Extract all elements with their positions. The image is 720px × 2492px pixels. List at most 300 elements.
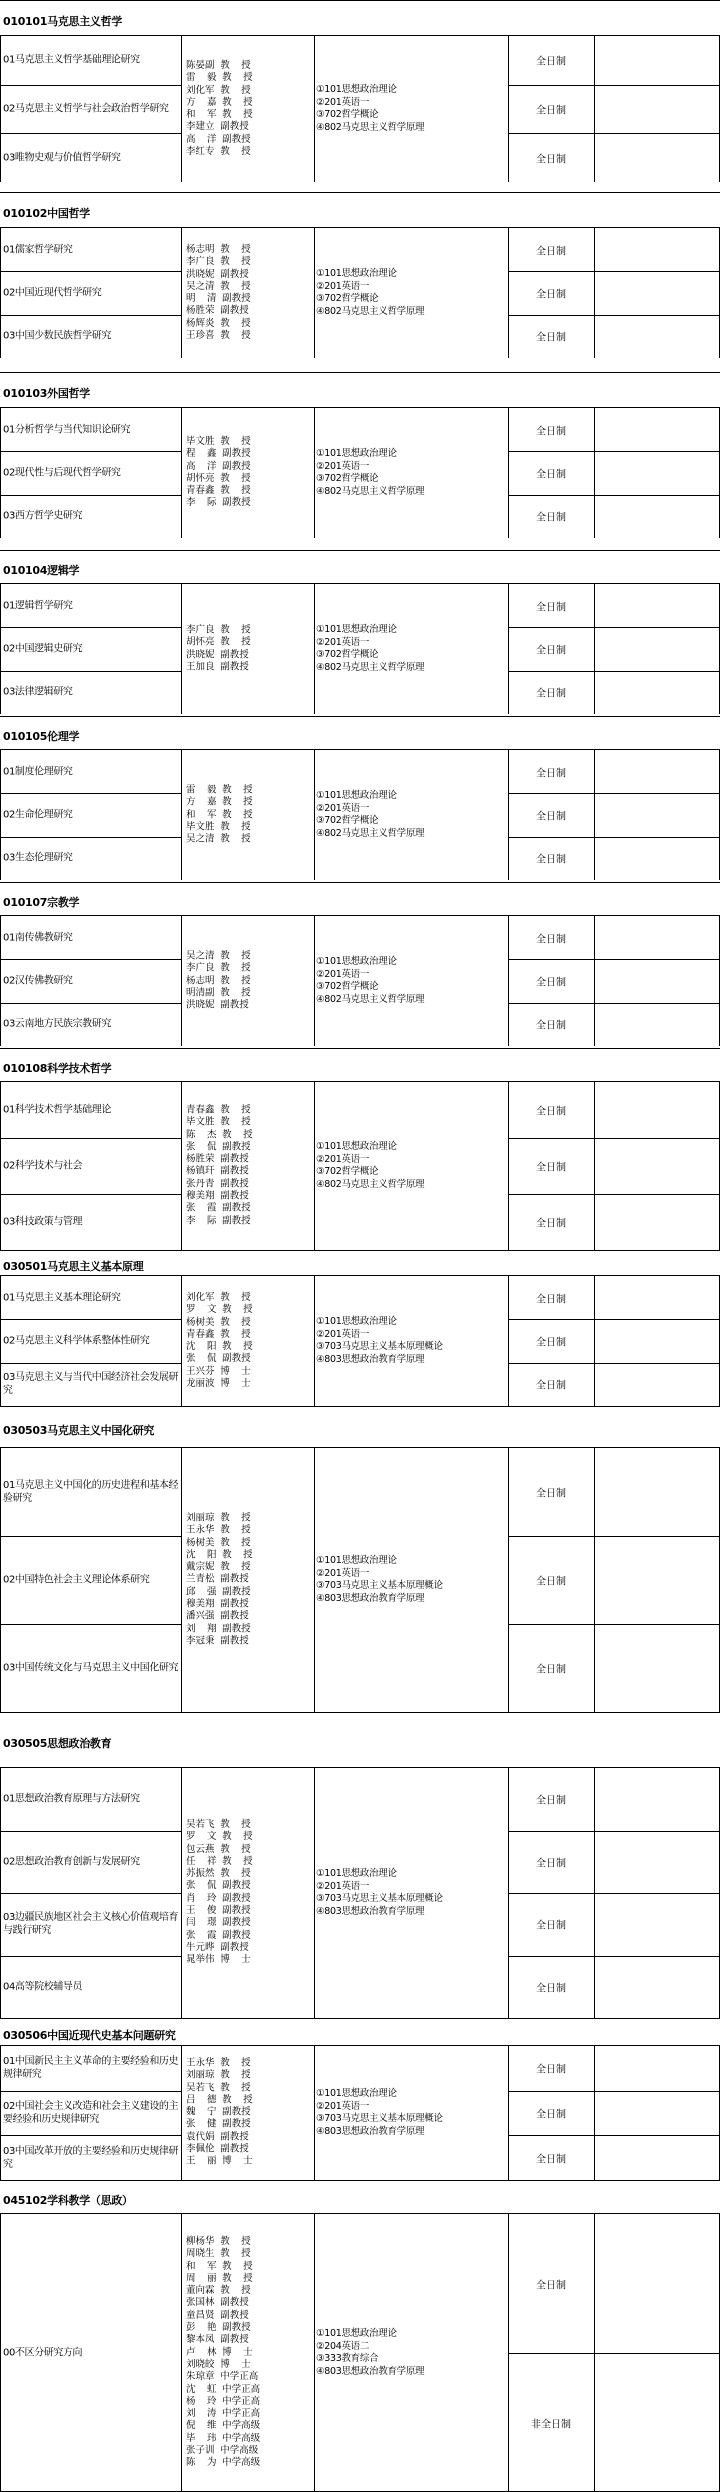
supervisor-name: 吴之清 教 授 [186, 950, 251, 962]
row-divider [508, 671, 720, 672]
research-direction: 01分析哲学与当代知识论研究 [3, 424, 131, 436]
supervisor-name: 李建立 副教授 [186, 121, 249, 133]
exam-subject: ④803思想政治教育学原理 [316, 1905, 425, 1917]
supervisor-name: 高 洋 副教授 [186, 460, 251, 472]
row-divider [508, 271, 720, 272]
study-mode: 全日制 [536, 426, 566, 438]
exam-subject: ③702哲学概论 [316, 1166, 379, 1177]
supervisor-name: 和 军 教 授 [186, 808, 253, 820]
section-header [0, 372, 720, 408]
table-column-border [181, 36, 182, 182]
study-mode: 全日制 [536, 1983, 566, 1995]
supervisor-name: 杨志明 教 授 [186, 974, 251, 986]
supervisor-name: 吴之清 教 授 [186, 280, 251, 292]
supervisor-name: 明清副 教 授 [186, 987, 251, 999]
exam-subject: ③703马克思主义基本原理概论 [316, 1341, 443, 1352]
supervisor-name: 王永华 教 授 [186, 1524, 251, 1536]
supervisor-list [186, 436, 316, 510]
study-mode: 全日制 [536, 289, 566, 301]
supervisor-name: 穆美翔 副教授 [186, 1190, 249, 1202]
exam-subject: ①101思想政治理论 [316, 1868, 397, 1879]
exam-subject: ①101思想政治理论 [316, 1555, 397, 1566]
row-divider [508, 793, 720, 794]
table-column-border [594, 1276, 595, 1406]
research-direction: 01逻辑哲学研究 [3, 600, 73, 612]
section-header [0, 192, 720, 228]
supervisor-name: 吴之清 教 授 [186, 833, 251, 845]
supervisor-name: 张国林 副教授 [186, 2297, 249, 2309]
section-table [0, 1082, 720, 1250]
supervisor-name: 吴若飞 教 授 [186, 2082, 251, 2094]
supervisor-list [186, 624, 316, 673]
row-divider [0, 1319, 181, 1320]
exam-subjects [316, 2088, 506, 2138]
exam-subject: ④802马克思主义哲学原理 [316, 993, 425, 1005]
research-direction: 03云南地方民族宗教研究 [3, 1018, 111, 1030]
exam-subject: ①101思想政治理论 [316, 790, 397, 801]
supervisor-name: 程 鑫 副教授 [186, 448, 251, 460]
supervisor-name: 雷 毅 教 授 [186, 72, 253, 84]
exam-subject: ②201英语一 [316, 968, 370, 980]
row-divider [0, 959, 181, 960]
row-divider [508, 837, 720, 838]
supervisor-name: 杨树美 教 授 [186, 1316, 251, 1328]
row-divider [508, 1893, 720, 1894]
supervisor-name: 吴若飞 教 授 [186, 1819, 251, 1831]
study-mode: 全日制 [536, 1337, 566, 1349]
supervisor-name: 沈 阳 教 授 [186, 1549, 253, 1561]
supervisor-name: 杨志明 教 授 [186, 243, 251, 255]
section-title: 010107宗教学 [3, 896, 80, 909]
research-direction: 02思想政治教育创新与发展研究 [3, 1856, 140, 1868]
row-divider [508, 315, 720, 316]
row-divider [508, 1624, 720, 1625]
row-divider [0, 1893, 181, 1894]
section-header [0, 1250, 720, 1276]
row-divider [0, 793, 181, 794]
research-direction: 03西方哲学史研究 [3, 510, 83, 522]
row-divider [508, 1138, 720, 1139]
research-direction: 01南传佛教研究 [3, 932, 73, 944]
row-divider [0, 85, 181, 86]
supervisor-name: 肖 玲 副教授 [186, 1893, 251, 1904]
exam-subject: ①101思想政治理论 [316, 2088, 397, 2099]
supervisor-name: 洪晓妮 副教授 [186, 268, 249, 280]
research-direction: 02马克思主义科学体系整体性研究 [3, 1335, 150, 1347]
study-mode: 全日制 [536, 1380, 566, 1392]
row-divider [0, 133, 181, 134]
study-mode: 全日制 [536, 811, 566, 823]
row-divider [508, 2091, 720, 2092]
supervisor-name: 王珍喜 教 授 [186, 329, 251, 341]
section-title: 010108科学技术哲学 [3, 1062, 112, 1075]
research-direction: 01马克思主义基本理论研究 [3, 1292, 121, 1304]
exam-subject: ②201英语一 [316, 1880, 370, 1892]
table-column-border [0, 36, 1, 182]
section-header [0, 1406, 720, 1448]
study-mode: 全日制 [536, 977, 566, 989]
study-mode: 全日制 [536, 1106, 566, 1118]
research-direction: 02现代性与后现代哲学研究 [3, 467, 121, 479]
supervisor-name: 李红专 教 授 [186, 145, 251, 157]
section-table [0, 750, 720, 880]
supervisor-name: 任 祥 教 授 [186, 1856, 253, 1868]
supervisor-name: 王永华 教 授 [186, 2057, 251, 2069]
supervisor-list [186, 1512, 316, 1647]
table-column-border [0, 2046, 1, 2180]
study-mode: 全日制 [536, 2154, 566, 2166]
exam-subject: ③702哲学概论 [316, 109, 379, 120]
supervisor-name: 李 际 副教授 [186, 497, 251, 509]
exam-subject: ④803思想政治教育学原理 [316, 1592, 425, 1604]
supervisor-name: 张 健 副教授 [186, 2119, 251, 2131]
exam-subject: ①101思想政治理论 [316, 1141, 397, 1152]
study-mode: 非全日制 [531, 2419, 571, 2431]
study-mode: 全日制 [536, 1795, 566, 1807]
supervisor-name: 张 侃 副教授 [186, 1141, 251, 1153]
supervisor-list [186, 2058, 316, 2169]
row-divider [508, 133, 720, 134]
exam-subject: ①101思想政治理论 [316, 84, 397, 95]
supervisor-name: 周晓生 教 授 [186, 2248, 251, 2260]
table-column-border [508, 228, 509, 358]
research-direction: 02马克思主义哲学与社会政治哲学研究 [3, 103, 169, 115]
exam-subjects [316, 1868, 506, 1918]
exam-subject: ③702哲学概论 [316, 649, 379, 660]
exam-subjects [316, 790, 506, 840]
exam-subjects [316, 956, 506, 1006]
exam-subjects [316, 1316, 506, 1366]
exam-subject: ④802马克思主义哲学原理 [316, 661, 425, 673]
table-column-border [594, 408, 595, 538]
supervisor-name: 王加良 副教授 [186, 661, 249, 673]
row-divider [508, 2135, 720, 2136]
section-header [0, 1048, 720, 1082]
table-column-border [508, 1276, 509, 1406]
supervisor-name: 杨胜荣 副教授 [186, 1153, 249, 1165]
study-mode: 全日制 [536, 2109, 566, 2121]
row-divider [0, 1956, 181, 1957]
supervisor-name: 兰青松 副教授 [186, 1573, 249, 1585]
research-direction: 01思想政治教育原理与方法研究 [3, 1793, 140, 1805]
exam-subjects [316, 1141, 506, 1191]
section-table [0, 228, 720, 358]
table-column-border [181, 1082, 182, 1250]
supervisor-name: 潘兴强 副教授 [186, 1610, 249, 1622]
section-table [0, 1276, 720, 1406]
table-column-border [594, 2046, 595, 2180]
row-divider [0, 315, 181, 316]
section-table [0, 408, 720, 538]
exam-subject: ③703马克思主义基本原理概论 [316, 1580, 443, 1591]
section-table [0, 1448, 720, 1712]
supervisor-name: 张 侃 副教授 [186, 1353, 251, 1365]
research-direction: 03生态伦理研究 [3, 852, 73, 864]
study-mode: 全日制 [536, 2064, 566, 2076]
supervisor-name: 沈 虹 中学正高 [186, 2383, 261, 2395]
study-mode: 全日制 [536, 105, 566, 117]
section-table [0, 2046, 720, 2180]
table-column-border [0, 584, 1, 714]
study-mode: 全日制 [536, 1664, 566, 1676]
supervisor-name: 刘化军 教 授 [186, 1291, 251, 1303]
study-mode: 全日制 [536, 1162, 566, 1174]
supervisor-name: 毕 玮 中学高级 [186, 2432, 261, 2444]
row-divider [508, 495, 720, 496]
row-divider [0, 1536, 181, 1537]
supervisor-name: 李佩伦 副教授 [186, 2143, 249, 2155]
research-direction: 00不区分研究方向 [3, 2347, 83, 2359]
section-title: 030501马克思主义基本原理 [3, 1260, 144, 1273]
section-title: 045102学科教学（思政） [3, 2194, 133, 2207]
research-direction: 01马克思主义哲学基础理论研究 [3, 54, 140, 66]
supervisor-name: 高 洋 副教授 [186, 133, 251, 145]
supervisor-name: 张 霞 副教授 [186, 1929, 251, 1941]
study-mode: 全日制 [536, 1294, 566, 1306]
row-divider [508, 1003, 720, 1004]
study-mode: 全日制 [536, 1576, 566, 1588]
exam-subject: ③702哲学概论 [316, 473, 379, 484]
research-direction: 02中国近现代哲学研究 [3, 287, 102, 299]
supervisor-name: 陈晏副 教 授 [186, 59, 251, 71]
exam-subjects [316, 624, 506, 674]
supervisor-name: 刘丽琼 教 授 [186, 1512, 251, 1524]
supervisor-list [186, 784, 316, 845]
row-divider [0, 671, 181, 672]
exam-subjects [316, 448, 506, 498]
supervisor-name: 杨胜荣 副教授 [186, 305, 249, 317]
supervisor-name: 杨镇玕 副教授 [186, 1166, 249, 1177]
exam-subject: ②201英语一 [316, 1328, 370, 1340]
supervisor-name: 卢 林 博 士 [186, 2346, 253, 2358]
supervisor-name: 董向霖 教 授 [186, 2285, 251, 2297]
exam-subject: ④802马克思主义哲学原理 [316, 485, 425, 497]
supervisor-name: 杨 玲 中学正高 [186, 2396, 261, 2408]
exam-subjects [316, 84, 506, 134]
research-direction: 02中国社会主义改造和社会主义建设的主要经验和历史规律研究 [3, 2101, 179, 2125]
exam-subject: ③702哲学概论 [316, 815, 379, 826]
supervisor-name: 邱 强 副教授 [186, 1586, 251, 1598]
study-mode: 全日制 [536, 1488, 566, 1500]
study-mode: 全日制 [536, 2280, 566, 2292]
supervisor-name: 青春鑫 教 授 [186, 1104, 251, 1116]
supervisor-name: 黎本凤 副教授 [186, 2334, 249, 2346]
table-column-border [508, 584, 509, 714]
supervisor-name: 袁代娟 副教授 [186, 2131, 249, 2143]
row-divider [508, 1831, 720, 1832]
exam-subject: ③702哲学概论 [316, 981, 379, 992]
supervisor-name: 李广良 教 授 [186, 256, 251, 268]
section-title: 030503马克思主义中国化研究 [3, 1424, 155, 1437]
row-divider [0, 1831, 181, 1832]
table-column-border [0, 228, 1, 358]
supervisor-list [186, 1292, 316, 1390]
row-divider [0, 2135, 181, 2136]
supervisor-name: 吕 德 教 授 [186, 2094, 253, 2106]
supervisor-name: 刘化军 教 授 [186, 84, 251, 96]
supervisor-name: 陈 为 中学高级 [186, 2457, 261, 2469]
supervisor-name: 和 军 教 授 [186, 2260, 253, 2272]
supervisor-name: 戴宗妮 教 授 [186, 1561, 251, 1573]
section-header [0, 1712, 720, 1768]
research-direction: 04高等院校辅导员 [3, 1981, 83, 1993]
section-header [0, 716, 720, 750]
row-divider [508, 1319, 720, 1320]
supervisor-name: 杨辉炎 教 授 [186, 317, 251, 329]
supervisor-name: 张丹青 副教授 [186, 1178, 249, 1190]
row-divider [0, 495, 181, 496]
research-direction: 01中国新民主主义革命的主要经验和历史规律研究 [3, 2056, 179, 2080]
exam-subject: ②201英语一 [316, 1567, 370, 1579]
table-column-border [508, 916, 509, 1046]
row-divider [0, 1363, 181, 1364]
section-header [0, 882, 720, 916]
study-mode: 全日制 [536, 602, 566, 614]
supervisor-name: 周 丽 教 授 [186, 2273, 253, 2285]
supervisor-name: 青春鑫 教 授 [186, 485, 251, 497]
study-mode: 全日制 [536, 56, 566, 68]
row-divider [0, 2091, 181, 2092]
supervisor-name: 毕文胜 教 授 [186, 436, 251, 448]
supervisor-name: 柳杨华 教 授 [186, 2236, 251, 2248]
supervisor-name: 杨树美 教 授 [186, 1536, 251, 1548]
research-direction: 02中国逻辑史研究 [3, 643, 83, 655]
exam-subject: ①101思想政治理论 [316, 448, 397, 459]
study-mode: 全日制 [536, 688, 566, 700]
study-mode: 全日制 [536, 154, 566, 166]
section-header [0, 550, 720, 584]
study-mode: 全日制 [536, 1920, 566, 1932]
table-column-border [181, 750, 182, 880]
exam-subject: ②201英语一 [316, 96, 370, 108]
study-mode: 全日制 [536, 469, 566, 481]
exam-subject: ①101思想政治理论 [316, 624, 397, 635]
table-column-border [181, 2214, 182, 2492]
research-direction: 03法律逻辑研究 [3, 686, 73, 698]
row-divider [508, 1194, 720, 1195]
row-divider [0, 1138, 181, 1139]
exam-subjects [316, 1555, 506, 1605]
table-column-border [181, 228, 182, 358]
supervisor-name: 龙丽波 博 士 [186, 1377, 251, 1389]
table-column-border [181, 1276, 182, 1406]
supervisor-name: 张 侃 副教授 [186, 1880, 251, 1892]
exam-subject: ②201英语一 [316, 1153, 370, 1165]
exam-subjects [316, 2328, 506, 2378]
row-divider [508, 959, 720, 960]
row-divider [508, 85, 720, 86]
table-column-border [0, 1082, 1, 1250]
row-divider [0, 1003, 181, 1004]
exam-subject: ②201英语一 [316, 636, 370, 648]
research-direction: 02生命伦理研究 [3, 809, 73, 821]
exam-subject: ③703马克思主义基本原理概论 [316, 1893, 443, 1904]
exam-subject: ③703马克思主义基本原理概论 [316, 2113, 443, 2124]
supervisor-name: 罗 文 教 授 [186, 1831, 253, 1843]
supervisor-list [186, 244, 316, 342]
study-mode: 全日制 [536, 1020, 566, 1032]
supervisor-name: 王 俊 副教授 [186, 1905, 251, 1917]
study-mode: 全日制 [536, 645, 566, 657]
supervisor-name: 闫 璟 副教授 [186, 1917, 251, 1929]
supervisor-name: 洪晓妮 副教授 [186, 649, 249, 660]
table-column-border [0, 2214, 1, 2492]
table-column-border [0, 408, 1, 538]
section-title: 010102中国哲学 [3, 207, 90, 220]
table-column-border [594, 584, 595, 714]
supervisor-name: 刘丽琼 教 授 [186, 2069, 251, 2081]
exam-subject: ①101思想政治理论 [316, 268, 397, 279]
study-mode: 全日制 [536, 1218, 566, 1230]
research-direction: 03马克思主义与当代中国经济社会发展研究 [3, 1372, 179, 1396]
table-column-border [0, 1448, 1, 1712]
exam-subject: ①101思想政治理论 [316, 2328, 397, 2339]
supervisor-name: 包云燕 教 授 [186, 1843, 251, 1855]
supervisor-name: 胡怀亮 教 授 [186, 473, 251, 484]
section-title: 010105伦理学 [3, 730, 80, 743]
supervisor-name: 苏振然 教 授 [186, 1868, 251, 1880]
supervisor-name: 童昌贤 副教授 [186, 2309, 249, 2321]
section-title: 010101马克思主义哲学 [3, 15, 123, 28]
row-divider [0, 1624, 181, 1625]
supervisor-name: 方 嘉 教 授 [186, 796, 253, 808]
table-column-border [0, 1276, 1, 1406]
exam-subject: ②201英语一 [316, 2100, 370, 2112]
supervisor-name: 青春鑫 教 授 [186, 1328, 251, 1340]
table-column-border [508, 408, 509, 538]
row-divider [508, 627, 720, 628]
row-divider [508, 1536, 720, 1537]
supervisor-name: 魏 宁 副教授 [186, 2106, 251, 2118]
table-column-border [181, 916, 182, 1046]
supervisor-name: 张 霞 副教授 [186, 1202, 251, 1214]
research-direction: 01制度伦理研究 [3, 766, 73, 778]
table-column-border [181, 1448, 182, 1712]
supervisor-name: 罗 文 教 授 [186, 1304, 253, 1316]
exam-subject: ③702哲学概论 [316, 293, 379, 304]
supervisor-name: 雷 毅 教 授 [186, 784, 253, 796]
supervisor-name: 洪晓妮 副教授 [186, 999, 249, 1011]
supervisor-name: 明 清 副教授 [186, 293, 251, 304]
supervisor-name: 李广良 教 授 [186, 624, 251, 636]
table-column-border [508, 36, 509, 182]
section-table [0, 36, 720, 182]
research-direction: 02科学技术与社会 [3, 1160, 83, 1172]
research-direction: 02中国特色社会主义理论体系研究 [3, 1574, 150, 1586]
supervisor-name: 毕文胜 教 授 [186, 821, 251, 833]
research-direction: 02汉传佛教研究 [3, 975, 73, 987]
table-column-border [594, 916, 595, 1046]
supervisor-name: 毕文胜 教 授 [186, 1116, 251, 1128]
research-direction: 01儒家哲学研究 [3, 244, 73, 256]
supervisor-name: 沈 阳 教 授 [186, 1341, 253, 1352]
supervisor-name: 彭 艳 副教授 [186, 2322, 251, 2334]
table-column-border [508, 750, 509, 880]
supervisor-name: 李冠秉 副教授 [186, 1635, 249, 1647]
exam-subject: ④803思想政治教育学原理 [316, 2125, 425, 2137]
table-column-border [181, 1768, 182, 2018]
supervisor-name: 王 丽 博 士 [186, 2156, 253, 2168]
exam-subject: ④803思想政治教育学原理 [316, 2365, 425, 2377]
table-column-border [594, 36, 595, 182]
section-table [0, 584, 720, 714]
table-column-border [181, 2046, 182, 2180]
supervisor-name: 朱琼章 中学正高 [186, 2371, 259, 2383]
table-column-border [181, 584, 182, 714]
section-table [0, 2214, 720, 2492]
exam-subject: ④802马克思主义哲学原理 [316, 1178, 425, 1190]
row-divider [508, 2353, 720, 2354]
